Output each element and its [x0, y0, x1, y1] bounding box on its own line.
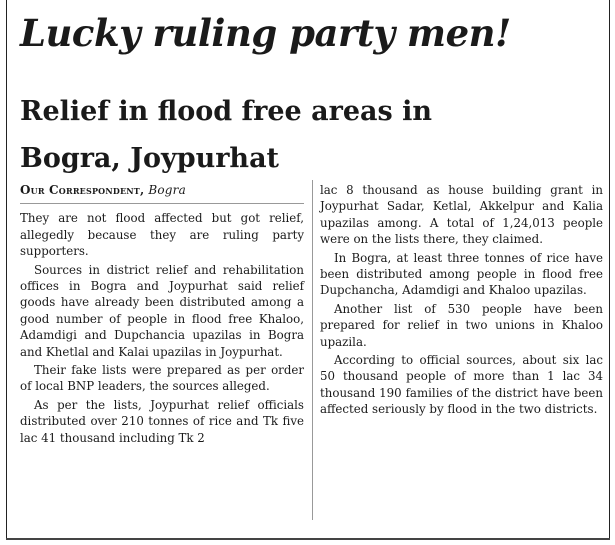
- left-paragraph-1: They are not flood affected but got relief, allegedly because they are ruling party supporters.: [20, 211, 304, 259]
- right-paragraph-4: According to official sources, about six lac 50 thousand people of more than 1 lac 34 thousand 190 families of the district have been affected seriously by flood in the two districts.: [320, 353, 603, 417]
- subheadline: Relief in flood free areas in Bogra, Joypurhat: [20, 96, 433, 174]
- headline: Lucky ruling party men!: [20, 11, 511, 55]
- right-column: [320, 182, 603, 418]
- column-divider: [312, 180, 313, 520]
- left-column: [20, 182, 304, 446]
- byline-name: Our Correspondent,: [20, 183, 145, 197]
- byline: [20, 182, 304, 204]
- right-paragraph-3: Another list of 530 people have been prepared for relief in two unions in Khaloo upazila.: [320, 301, 603, 349]
- left-paragraph-2: Sources in district relief and rehabilitation offices in Bogra and Joypurhat said relief goods have already been distributed among a good number of people in flood free Khaloo, Adamdigi and Dupchancia upazilas in Bogra and Khetlal and Kalai upazilas in Joypurhat.: [20, 262, 304, 359]
- left-paragraph-3: Their fake lists were prepared as per order of local BNP leaders, the sources alleged.: [20, 363, 304, 394]
- bottom-rule: [6, 538, 610, 540]
- right-paragraph-2: In Bogra, at least three tonnes of rice have been distributed among people in flood free Dupchancha, Adamdigi and Khaloo upazilas.: [320, 250, 603, 298]
- byline-place: Bogra: [148, 183, 186, 197]
- right-paragraph-1: lac 8 thousand as house building grant in Joypurhat Sadar, Ketlal, Akkelpur and Kalia upazilas among. A total of 1,24,013 people were on the lists there, they claimed.: [320, 183, 603, 247]
- left-paragraph-4: As per the lists, Joypurhat relief officials distributed over 210 tonnes of rice and Tk five lac 41 thousand including Tk 2: [20, 397, 304, 445]
